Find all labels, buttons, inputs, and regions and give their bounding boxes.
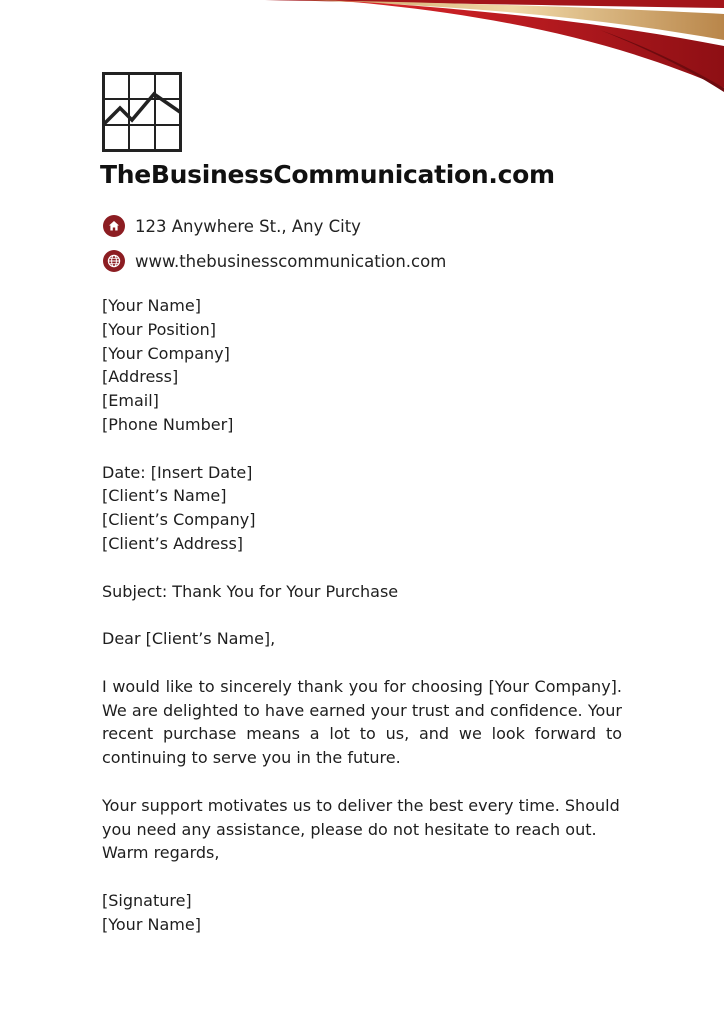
sender-email: [Email] (102, 391, 159, 411)
address-text: 123 Anywhere St., Any City (135, 216, 361, 236)
client-company: [Client’s Company] (102, 510, 256, 530)
line-chart-grid-icon (102, 72, 182, 152)
body-paragraph-2-block (102, 794, 622, 865)
client-address: [Client’s Address] (102, 533, 244, 553)
globe-icon (103, 250, 125, 272)
salutation: Dear [Client’s Name], (102, 629, 276, 649)
letter-body (102, 294, 622, 960)
website-row (103, 249, 446, 273)
signature-block (102, 889, 622, 937)
closing: Warm regards, (102, 843, 220, 863)
address-row (103, 214, 361, 238)
body-paragraph-1: I would like to sincerely thank you for choosing [Your Company]. We are delighted to have earned your trust and confidence. Your recent purchase means a lot to us, and we look forward to continuing to serve you in the future. (102, 676, 622, 768)
sender-name: [Your Name] (102, 296, 201, 315)
sender-block (102, 294, 622, 437)
sender-position: [Your Position] (102, 319, 217, 339)
sender-company: [Your Company] (102, 343, 230, 363)
letter-date: Date: [Insert Date] (102, 462, 253, 482)
home-icon (103, 215, 125, 237)
company-name: TheBusinessCommunication.com (100, 160, 555, 189)
recipient-block (102, 461, 622, 556)
client-name: [Client’s Name] (102, 486, 227, 506)
sender-address: [Address] (102, 367, 179, 387)
website-link[interactable]: www.thebusinesscommunication.com (135, 251, 447, 271)
sender-phone: [Phone Number] (102, 414, 234, 434)
body-paragraph-2: Your support motivates us to deliver the best every time. Should you need any assistance, please do not hesitate to reach out. (102, 795, 620, 839)
signature-placeholder: [Signature] (102, 890, 192, 910)
signer-name: [Your Name] (102, 914, 201, 934)
subject-line: Subject: Thank You for Your Purchase (102, 581, 399, 601)
